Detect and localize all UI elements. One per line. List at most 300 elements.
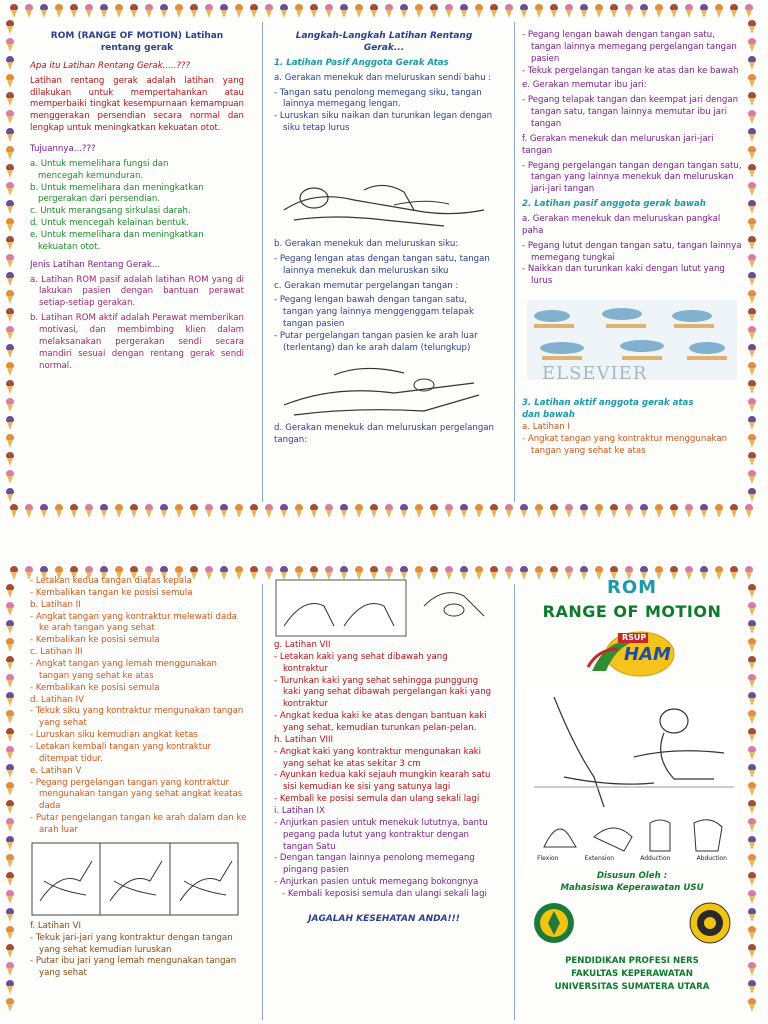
cone-ornament-icon <box>748 818 756 832</box>
cone-ornament-icon <box>115 504 123 518</box>
cover-title: ROM <box>606 577 658 598</box>
rsup-ham-logo <box>584 627 680 681</box>
goal-item: mencegah kemunduran. <box>38 170 144 181</box>
cone-ornament-icon <box>250 504 258 518</box>
cone-ornament-icon <box>565 504 573 518</box>
cone-ornament-icon <box>748 656 756 670</box>
cone-ornament-icon <box>415 504 423 518</box>
cone-ornament-icon <box>295 4 303 18</box>
cone-ornament-icon <box>748 980 756 994</box>
goal-item: kekuatan otot. <box>38 241 101 252</box>
cone-ornament-icon <box>6 326 14 340</box>
cone-ornament-icon <box>748 908 756 922</box>
cone-ornament-icon <box>6 602 14 616</box>
cone-ornament-icon <box>745 566 753 580</box>
hand-exercise-illustration <box>30 841 248 917</box>
institution-name <box>522 955 742 994</box>
exercise-line: - Letakan kembali tangan yang kontraktur ditempat tidur. <box>30 742 212 764</box>
type-active: b. Latihan ROM aktif adalah Perawat memberikan motivasi, dan membimbing klien dalam melaksanakan pergerakan sendi secara mandiri sesuai dengan rentang gerak sendi normal. <box>30 313 244 371</box>
steps-title-line2: Gerak... <box>363 43 405 54</box>
cone-ornament-icon <box>6 728 14 742</box>
cone-ornament-icon <box>55 504 63 518</box>
cone-ornament-icon <box>6 674 14 688</box>
exercise-line: - Putar pengelangan tangan ke arah dalam dan ke arah luar <box>30 813 247 836</box>
cone-ornament-icon <box>175 504 183 518</box>
cone-ornament-icon <box>748 200 756 214</box>
cone-ornament-icon <box>6 962 14 976</box>
cone-ornament-icon <box>265 504 273 518</box>
section-3-line1: 3. Latihan aktif anggota gerak atas <box>522 398 694 409</box>
cone-ornament-icon <box>25 4 33 18</box>
university-logo <box>688 901 732 945</box>
section-3-line2: dan bawah <box>522 410 575 421</box>
step-a2-heading: a. Gerakan menekuk dan meluruskan pangkal paha <box>522 214 721 236</box>
cone-ornament-icon <box>6 638 14 652</box>
cone-ornament-icon <box>145 504 153 518</box>
cone-ornament-icon <box>250 566 258 580</box>
cone-ornament-icon <box>400 4 408 18</box>
cone-ornament-icon <box>295 504 303 518</box>
goal-item: d. Untuk mencegah kelainan bentuk. <box>30 218 189 229</box>
cone-ornament-icon <box>685 4 693 18</box>
column-divider <box>514 584 515 1020</box>
cone-ornament-icon <box>6 800 14 814</box>
step-d-item: - Tekuk pergelangan tangan ke atas dan ke bawah <box>522 65 739 76</box>
elsevier-watermark: ELSEVIER <box>542 363 648 385</box>
cone-ornament-icon <box>748 236 756 250</box>
cone-ornament-icon <box>700 504 708 518</box>
cone-ornament-icon <box>6 110 14 124</box>
latihan-8-item: - Angkat kaki yang kontraktur mengunakan kaki yang sehat ke atas sekitar 3 cm <box>274 746 482 769</box>
cone-ornament-icon <box>6 236 14 250</box>
cone-ornament-icon <box>325 4 333 18</box>
cone-ornament-icon <box>220 4 228 18</box>
cone-ornament-icon <box>748 434 756 448</box>
cone-ornament-icon <box>370 4 378 18</box>
cone-ornament-icon <box>595 504 603 518</box>
cone-ornament-icon <box>310 4 318 18</box>
cone-ornament-icon <box>475 4 483 18</box>
cone-ornament-icon <box>400 504 408 518</box>
step-d-heading: d. Gerakan menekuk dan meluruskan pergelangan tangan: <box>274 422 494 445</box>
cone-ornament-icon <box>748 602 756 616</box>
label-adduction: Adduction <box>640 854 671 862</box>
latihan-7-item: - Angkat kedua kaki ke atas dengan bantuan kaki yang sehat, kemudian turunkan pelan-pelan. <box>274 711 487 734</box>
compiled-by-label: Disusun Oleh : <box>596 871 668 882</box>
cone-ornament-icon <box>580 4 588 18</box>
cone-ornament-icon <box>748 272 756 286</box>
cone-ornament-icon <box>610 4 618 18</box>
cone-ornament-icon <box>85 4 93 18</box>
cone-ornament-icon <box>700 4 708 18</box>
section-3-heading <box>522 398 742 422</box>
cone-ornament-icon <box>6 182 14 196</box>
cone-ornament-icon <box>70 4 78 18</box>
cone-ornament-icon <box>460 504 468 518</box>
exercise-line: - Luruskan siku kemudian angkat ketas <box>30 730 198 741</box>
latihan-9-item: - Anjurkan pasien untuk menekuk lututnya, bantu pegang pada lutut yang kontraktur dengan tangan Satu <box>274 817 488 852</box>
cone-ornament-icon <box>6 926 14 940</box>
health-slogan: JAGALAH KESEHATAN ANDA!!! <box>308 913 460 924</box>
cone-ornament-icon <box>748 470 756 484</box>
cone-ornament-icon <box>6 452 14 466</box>
cone-ornament-icon <box>6 656 14 670</box>
cone-ornament-icon <box>6 944 14 958</box>
cone-ornament-icon <box>130 504 138 518</box>
institution-line3: UNIVERSITAS SUMATERA UTARA <box>554 981 710 992</box>
cone-ornament-icon <box>748 146 756 160</box>
step-c-heading: c. Gerakan memutar pergelangan tangan : <box>274 280 459 291</box>
steps-title-line1: Langkah-Langkah Latihan Rentang <box>295 31 473 41</box>
logo-ham-text: HAM <box>624 643 671 665</box>
cone-ornament-icon <box>748 962 756 976</box>
cone-ornament-icon <box>520 504 528 518</box>
cone-ornament-icon <box>6 290 14 304</box>
cone-ornament-icon <box>748 800 756 814</box>
cone-border-left-bottom <box>6 584 18 1020</box>
cone-border-middle-top <box>10 504 758 520</box>
latihan-9-item: - Anjurkan pasien untuk memegang bokongnya <box>274 877 479 888</box>
latihan-9-heading: i. Latihan IX <box>274 806 325 817</box>
exercise-line: - Tekuk siku yang kontraktur mengunakan tangan yang sehat <box>30 706 244 729</box>
cone-ornament-icon <box>535 4 543 18</box>
cone-ornament-icon <box>6 416 14 430</box>
cone-ornament-icon <box>6 710 14 724</box>
cone-ornament-icon <box>205 504 213 518</box>
cover-subtitle: RANGE OF MOTION <box>542 601 722 621</box>
cone-ornament-icon <box>748 836 756 850</box>
cone-ornament-icon <box>6 92 14 106</box>
question-types: Jenis Latihan Rentang Gerak... <box>30 259 161 270</box>
compiled-by-name: Mahasiswa Keperawatan USU <box>560 883 704 894</box>
step-e-heading: e. Gerakan memutar ibu jari: <box>522 80 647 91</box>
cone-ornament-icon <box>595 4 603 18</box>
step-b-item: - Pegang lengan atas dengan tangan satu, tangan lainnya menekuk dan meluruskan siku <box>274 253 490 276</box>
panel-leg-exercises <box>274 576 494 1022</box>
cone-ornament-icon <box>748 290 756 304</box>
cone-ornament-icon <box>6 74 14 88</box>
latihan-7-item: - Letakan kaki yang sehat dibawah yang kontraktur <box>274 651 448 674</box>
cone-ornament-icon <box>10 566 18 580</box>
step-f-heading: f. Gerakan menekuk dan meluruskan jari-jari tangan <box>522 133 714 156</box>
cone-ornament-icon <box>748 128 756 142</box>
cone-ornament-icon <box>235 504 243 518</box>
exercise-line: e. Latihan V <box>30 765 82 776</box>
cone-ornament-icon <box>655 504 663 518</box>
cone-ornament-icon <box>748 944 756 958</box>
goal-item: e. Untuk memelihara dan meningkatkan <box>30 229 204 240</box>
cone-ornament-icon <box>6 764 14 778</box>
cone-ornament-icon <box>6 56 14 70</box>
cone-border-right <box>748 20 760 504</box>
leg-exercise-illustration <box>522 292 742 388</box>
column-divider <box>262 584 263 1020</box>
cone-ornament-icon <box>6 872 14 886</box>
cone-ornament-icon <box>640 504 648 518</box>
cone-ornament-icon <box>280 504 288 518</box>
cone-ornament-icon <box>6 308 14 322</box>
cone-ornament-icon <box>565 4 573 18</box>
cone-ornament-icon <box>748 326 756 340</box>
cone-ornament-icon <box>748 74 756 88</box>
cone-ornament-icon <box>745 4 753 18</box>
definition-text: Latihan rentang gerak adalah latihan yang dilakukan untuk mempertahankan atau memperbaiki tingkat kesempurnaan kemampuan menggerakan persendian secara normal dan lengkap untuk meningkatkan kekuatan otot. <box>30 75 244 134</box>
cone-ornament-icon <box>748 488 756 502</box>
cone-ornament-icon <box>6 254 14 268</box>
latihan-6-list <box>30 921 248 980</box>
cone-ornament-icon <box>6 854 14 868</box>
cone-ornament-icon <box>6 146 14 160</box>
cone-ornament-icon <box>748 398 756 412</box>
column-divider <box>514 22 515 502</box>
institution-line2: FAKULTAS KEPERAWATAN <box>571 968 693 979</box>
shoulder-exercise-illustration <box>274 170 494 234</box>
cone-ornament-icon <box>85 504 93 518</box>
step-c-item: - Pegang lengan bawah dengan tangan satu, tangan yang lainnya menggenggam telapak tangan pasien <box>274 295 475 330</box>
label-flexion: Flexion <box>537 854 559 862</box>
cone-ornament-icon <box>6 908 14 922</box>
cone-ornament-icon <box>520 4 528 18</box>
cone-ornament-icon <box>160 504 168 518</box>
cone-ornament-icon <box>310 504 318 518</box>
step-d-item: - Pegang lengan bawah dengan tangan satu, tangan lainnya memegang pergelangan tangan pasien <box>522 30 737 64</box>
latihan-8-item: - Kembali ke posisi semula dan ulang sekali lagi <box>274 794 480 805</box>
question-what: Apa itu Latihan Rentang Gerak.....??? <box>30 60 191 71</box>
panel-active-exercises <box>30 576 248 1022</box>
cone-ornament-icon <box>550 504 558 518</box>
latihan-8-heading: h. Latihan VIII <box>274 734 334 745</box>
cone-ornament-icon <box>748 998 756 1012</box>
cone-ornament-icon <box>385 504 393 518</box>
cone-ornament-icon <box>748 692 756 706</box>
step-f-item: - Pegang pergelangan tangan dengan tangan satu, tangan yang lainnya menekuk dan meluruskan jari-jari tangan <box>522 160 742 195</box>
step-a2-item: - Pegang lutut dengan tangan satu, tangan lainnya memegang tungkai <box>522 240 742 263</box>
cone-ornament-icon <box>100 4 108 18</box>
label-abduction: Abduction <box>696 854 727 862</box>
cone-ornament-icon <box>505 4 513 18</box>
intro-title <box>30 30 244 55</box>
cone-ornament-icon <box>430 4 438 18</box>
cone-ornament-icon <box>6 818 14 832</box>
type-passive: a. Latihan ROM pasif adalah latihan ROM yang di lakukan pasien dengan bantuan perawat setiap-setiap gerakan. <box>30 274 244 309</box>
logo-rsup-text: RSUP <box>622 632 647 642</box>
cone-ornament-icon <box>6 434 14 448</box>
latihan-1-item: - Angkat tangan yang kontraktur menggunakan tangan yang sehat ke atas <box>522 433 728 456</box>
cone-ornament-icon <box>130 4 138 18</box>
cone-ornament-icon <box>6 488 14 502</box>
cone-ornament-icon <box>340 4 348 18</box>
cone-ornament-icon <box>490 504 498 518</box>
cone-ornament-icon <box>445 4 453 18</box>
cone-ornament-icon <box>748 110 756 124</box>
cone-ornament-icon <box>670 4 678 18</box>
cone-ornament-icon <box>748 182 756 196</box>
cone-ornament-icon <box>490 4 498 18</box>
cone-ornament-icon <box>265 4 273 18</box>
university-logos <box>522 895 742 945</box>
cone-ornament-icon <box>475 504 483 518</box>
cone-ornament-icon <box>505 504 513 518</box>
exercise-line: c. Latihan III <box>30 647 83 658</box>
leg-exercise-illustration <box>274 576 494 638</box>
step-b-heading: b. Gerakan menekuk dan meluruskan siku: <box>274 238 459 249</box>
cone-ornament-icon <box>748 764 756 778</box>
cone-ornament-icon <box>748 854 756 868</box>
section-1-heading: 1. Latihan Pasif Anggota Gerak Atas <box>274 57 449 68</box>
exercise-line: - Angkat tangan yang kontraktur melewati dada ke arah tangan yang sehat <box>30 611 237 634</box>
cone-ornament-icon <box>145 4 153 18</box>
cone-ornament-icon <box>748 56 756 70</box>
label-extension: Extension <box>584 854 615 862</box>
goal-item: b. Untuk memelihara dan meningkatkan <box>30 182 204 193</box>
wrist-exercise-illustration <box>274 355 494 423</box>
cone-ornament-icon <box>748 380 756 394</box>
cone-ornament-icon <box>6 470 14 484</box>
cone-ornament-icon <box>730 504 738 518</box>
cone-ornament-icon <box>10 4 18 18</box>
cover-illustration <box>524 687 740 863</box>
cone-ornament-icon <box>748 710 756 724</box>
latihan-9-item: - Kembali keposisi semula dan ulangi sekali lagi <box>282 889 487 900</box>
cone-border-left <box>6 20 18 504</box>
cone-ornament-icon <box>250 4 258 18</box>
cone-ornament-icon <box>6 218 14 232</box>
cone-ornament-icon <box>748 638 756 652</box>
cone-ornament-icon <box>205 4 213 18</box>
intro-title-line1: ROM (RANGE OF MOTION) Latihan <box>50 31 224 41</box>
cone-ornament-icon <box>6 620 14 634</box>
exercise-line: - Tekuk jari-jari yang kontraktur dengan tangan yang sehat kemudian luruskan <box>30 932 233 955</box>
cone-ornament-icon <box>6 344 14 358</box>
panel-steps-continued <box>522 30 742 500</box>
cone-ornament-icon <box>748 890 756 904</box>
steps-title <box>274 30 494 55</box>
cone-ornament-icon <box>715 4 723 18</box>
cone-ornament-icon <box>748 308 756 322</box>
cone-ornament-icon <box>280 4 288 18</box>
cone-ornament-icon <box>6 890 14 904</box>
cone-ornament-icon <box>748 416 756 430</box>
cone-ornament-icon <box>190 4 198 18</box>
cone-ornament-icon <box>748 20 756 34</box>
section-2-heading: 2. Latihan pasif anggota gerak bawah <box>522 199 706 210</box>
exercise-line: - Putar ibu jari yang lemah mengunakan tangan yang sehat <box>30 956 237 979</box>
step-c-item: - Putar pergelangan tangan pasien ke arah luar (terlentang) dan ke arah dalam (telungkup) <box>274 330 478 353</box>
cone-ornament-icon <box>265 566 273 580</box>
cone-ornament-icon <box>415 4 423 18</box>
institution-line1: PENDIDIKAN PROFESI NERS <box>565 955 699 966</box>
cone-ornament-icon <box>670 504 678 518</box>
question-goals: Tujuannya...??? <box>30 143 96 154</box>
cone-ornament-icon <box>235 4 243 18</box>
step-a-item: - Tangan satu penolong memegang siku, tangan lainnya memegang lengan. <box>274 87 482 110</box>
cone-ornament-icon <box>100 504 108 518</box>
cone-ornament-icon <box>430 504 438 518</box>
step-a-heading: a. Gerakan menekuk dan meluruskan sendi bahu : <box>274 72 492 83</box>
cone-ornament-icon <box>355 4 363 18</box>
active-exercise-list <box>30 576 248 837</box>
cone-ornament-icon <box>715 504 723 518</box>
cone-border-top <box>10 4 758 20</box>
cone-ornament-icon <box>6 980 14 994</box>
cone-ornament-icon <box>325 504 333 518</box>
cone-ornament-icon <box>748 746 756 760</box>
cone-ornament-icon <box>6 164 14 178</box>
panel-intro <box>30 30 244 500</box>
cone-ornament-icon <box>6 998 14 1012</box>
cone-ornament-icon <box>745 504 753 518</box>
cone-ornament-icon <box>748 674 756 688</box>
cone-ornament-icon <box>748 164 756 178</box>
cone-ornament-icon <box>730 4 738 18</box>
cone-ornament-icon <box>748 344 756 358</box>
cone-ornament-icon <box>70 504 78 518</box>
cone-ornament-icon <box>6 200 14 214</box>
step-e-item: - Pegang telapak tangan dan keempat jari dengan tangan satu, tangan lainnya memutar ibu jari tangan <box>522 95 739 130</box>
exercise-line: - Kembalikan ke posisi semula <box>30 635 160 646</box>
panel-steps <box>274 30 494 500</box>
exercise-line: b. Latihan II <box>30 599 81 610</box>
cone-ornament-icon <box>6 836 14 850</box>
cone-ornament-icon <box>748 584 756 598</box>
cone-ornament-icon <box>685 504 693 518</box>
latihan-9-item: - Dengan tangan lainnya penolong memegang pingang pasien <box>274 853 475 876</box>
cone-ornament-icon <box>748 254 756 268</box>
cone-ornament-icon <box>445 504 453 518</box>
cone-ornament-icon <box>550 4 558 18</box>
cone-ornament-icon <box>748 872 756 886</box>
cone-ornament-icon <box>6 782 14 796</box>
cone-ornament-icon <box>6 380 14 394</box>
cone-ornament-icon <box>115 4 123 18</box>
cone-ornament-icon <box>160 4 168 18</box>
cone-ornament-icon <box>6 746 14 760</box>
cone-ornament-icon <box>6 692 14 706</box>
exercise-line: - Kembalikan ke posisi semula <box>30 682 160 693</box>
cone-ornament-icon <box>625 504 633 518</box>
cone-ornament-icon <box>748 782 756 796</box>
cone-ornament-icon <box>580 504 588 518</box>
goal-item: c. Untuk merangsang sirkulasi darah. <box>30 206 191 217</box>
latihan-1-heading: a. Latihan I <box>522 421 570 432</box>
cone-ornament-icon <box>340 504 348 518</box>
cone-ornament-icon <box>610 504 618 518</box>
exercise-line: f. Latihan VI <box>30 920 81 931</box>
cone-ornament-icon <box>6 38 14 52</box>
step-a2-item: - Naikkan dan turunkan kaki dengan lutut yang lurus <box>522 264 725 287</box>
latihan-8-item: - Ayunkan kedua kaki sejauh mungkin kearah satu sisi kemudian ke sisi yang satunya lagi <box>274 770 491 793</box>
panel-cover <box>522 576 742 1022</box>
cone-ornament-icon <box>748 620 756 634</box>
cone-ornament-icon <box>385 4 393 18</box>
faculty-logo <box>532 901 576 945</box>
cone-ornament-icon <box>40 504 48 518</box>
cone-ornament-icon <box>655 4 663 18</box>
step-a-item: - Luruskan siku naikan dan turunkan legan dengan siku tetap lurus <box>274 111 493 134</box>
latihan-7-item: - Turunkan kaki yang sehat sehingga punggung kaki yang sehat dibawah pergelangan kaki yang kontraktur <box>274 675 492 710</box>
goal-item: a. Untuk memelihara fungsi dan <box>30 158 169 169</box>
latihan-7-heading: g. Latihan VII <box>274 640 331 650</box>
cone-ornament-icon <box>6 362 14 376</box>
cone-ornament-icon <box>40 4 48 18</box>
cone-ornament-icon <box>460 4 468 18</box>
cone-ornament-icon <box>640 4 648 18</box>
cone-ornament-icon <box>370 504 378 518</box>
cone-ornament-icon <box>55 4 63 18</box>
exercise-line: - Kembalikan tangan ke posisi semula <box>30 587 193 598</box>
goal-item: pergerakan dari persendian. <box>38 194 161 205</box>
exercise-line: d. Latihan IV <box>30 694 85 705</box>
